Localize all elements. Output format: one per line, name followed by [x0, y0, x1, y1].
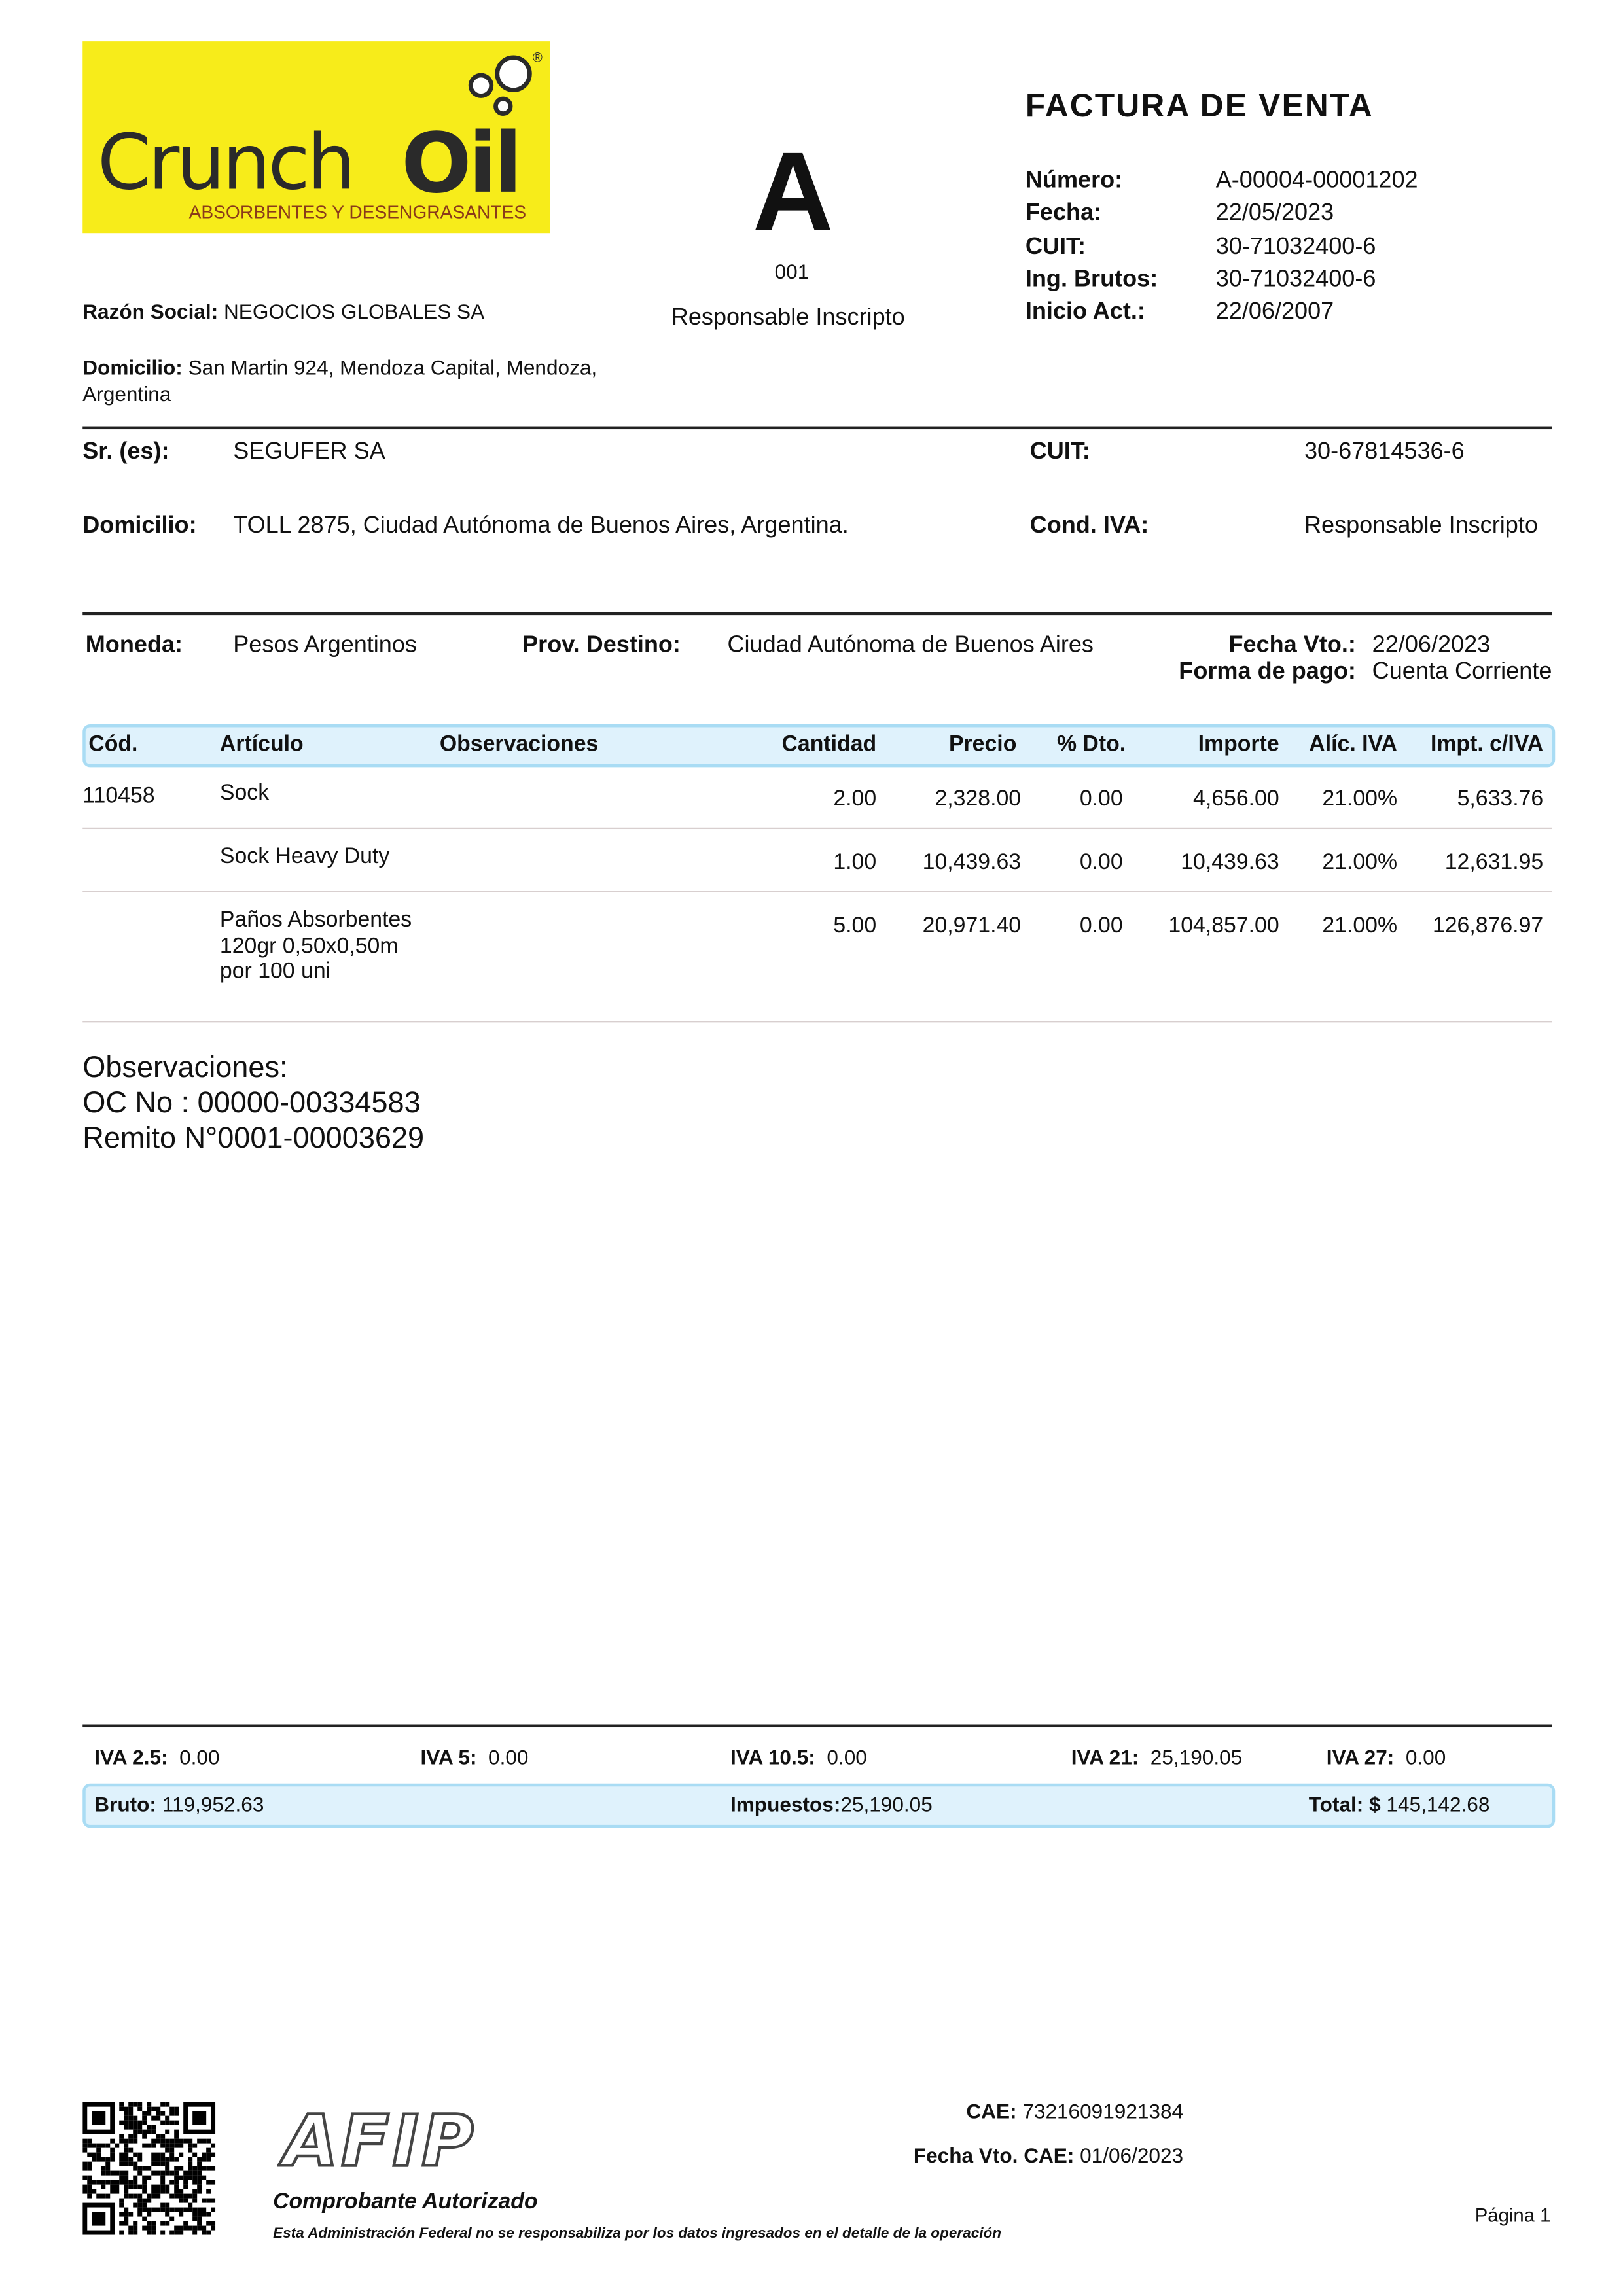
- iva-item: [730, 1745, 867, 1769]
- iva-label: IVA 5:: [420, 1745, 477, 1769]
- client-address-label: Domicilio:: [82, 513, 197, 539]
- cell-articulo: Paños Absorbentes: [219, 907, 412, 932]
- iva-label: IVA 10.5:: [730, 1745, 815, 1769]
- issuer-info-value: 30-71032400-6: [1215, 266, 1376, 292]
- razon-value: NEGOCIOS GLOBALES SA: [223, 299, 485, 323]
- issuer-info-value: A-00004-00001202: [1215, 168, 1418, 194]
- iva-value: 0.00: [827, 1745, 867, 1769]
- col-precio: Precio: [948, 732, 1017, 757]
- cell-impt: 12,631.95: [1444, 849, 1544, 875]
- due-date: 22/06/2023: [1372, 633, 1491, 658]
- cell-cantidad: 1.00: [833, 849, 877, 875]
- issuer-address: [82, 354, 597, 407]
- destination-label: Prov. Destino:: [522, 633, 681, 658]
- cell-dto: 0.00: [1079, 786, 1123, 811]
- issuer-info-label: Fecha:: [1025, 201, 1102, 226]
- impuestos: [730, 1792, 933, 1816]
- issuer-info-value: 22/06/2007: [1215, 300, 1334, 325]
- logo-registered: ®: [532, 50, 543, 65]
- issuer-address-label: Domicilio:: [82, 355, 183, 380]
- client-iva-label: Cond. IVA:: [1029, 513, 1149, 539]
- cae-value: 73216091921384: [1022, 2099, 1184, 2123]
- cell-articulo: por 100 uni: [219, 959, 331, 984]
- col-importe: Importe: [1198, 732, 1279, 757]
- due-date-label: Fecha Vto.:: [1228, 633, 1356, 658]
- col-cod: Cód.: [88, 732, 138, 757]
- cell-cantidad: 5.00: [833, 913, 877, 938]
- divider: [82, 612, 1552, 616]
- cell-articulo: Sock: [219, 780, 270, 805]
- col-observaciones: Observaciones: [439, 732, 599, 757]
- cell-cod: 110458: [82, 783, 155, 809]
- issuer-info-label: CUIT:: [1025, 234, 1086, 259]
- cell-alic: 21.00%: [1322, 849, 1398, 875]
- issuer-info-label: Ing. Brutos:: [1025, 266, 1158, 292]
- iva-value: 25,190.05: [1150, 1745, 1243, 1769]
- currency: Pesos Argentinos: [233, 633, 417, 658]
- client-name-label: Sr. (es):: [82, 439, 169, 465]
- iva-value: 0.00: [488, 1745, 529, 1769]
- afip-logo: [277, 2104, 505, 2172]
- currency-label: Moneda:: [85, 633, 183, 658]
- impuestos-value: 25,190.05: [840, 1792, 933, 1816]
- iva-item: [421, 1745, 529, 1769]
- cae-expiry-label: Fecha Vto. CAE:: [913, 2143, 1075, 2167]
- razon-label: Razón Social:: [82, 299, 219, 323]
- divider: [82, 1725, 1552, 1728]
- issuer-address-line2: Argentina: [82, 381, 171, 406]
- iva-item: [1327, 1745, 1446, 1769]
- client-address: TOLL 2875, Ciudad Autónoma de Buenos Aires, Argentina.: [233, 513, 849, 539]
- col-cantidad: Cantidad: [781, 732, 877, 757]
- client-name: SEGUFER SA: [233, 439, 385, 465]
- logo-brand-b: Oil: [401, 115, 520, 212]
- company-logo: [82, 41, 550, 233]
- disclaimer: Esta Administración Federal no se responsabiliza por los datos ingresados en el detalle de la operación: [273, 2226, 1002, 2242]
- issuer-info-label: Inicio Act.:: [1025, 300, 1145, 325]
- cell-precio: 2,328.00: [935, 786, 1022, 811]
- iva-label: IVA 27:: [1326, 1745, 1395, 1769]
- total-label: Total: $: [1308, 1792, 1381, 1816]
- invoice-code: 001: [774, 259, 810, 283]
- observations-title: Observaciones:: [82, 1051, 288, 1085]
- logo-tagline: ABSORBENTES Y DESENGRASANTES: [188, 201, 527, 222]
- bruto: [94, 1792, 264, 1816]
- payment-method: Cuenta Corriente: [1372, 659, 1552, 685]
- authorized-label: Comprobante Autorizado: [273, 2189, 538, 2215]
- observation-remito: Remito N°0001-00003629: [82, 1122, 425, 1156]
- col-dto: % Dto.: [1056, 732, 1126, 757]
- page-number: Página 1: [1474, 2204, 1551, 2227]
- cell-importe: 104,857.00: [1168, 913, 1279, 938]
- iva-item: [94, 1745, 219, 1769]
- iva-label: IVA 2.5:: [94, 1745, 168, 1769]
- cae-label: CAE:: [966, 2099, 1017, 2123]
- cell-precio: 10,439.63: [922, 849, 1022, 875]
- bruto-label: Bruto:: [94, 1792, 156, 1816]
- bruto-value: 119,952.63: [162, 1792, 264, 1816]
- cell-precio: 20,971.40: [922, 913, 1022, 938]
- table-end-line: [82, 1021, 1552, 1022]
- cell-impt: 5,633.76: [1457, 786, 1544, 811]
- divider: [82, 427, 1552, 430]
- issuer-info-value: 22/05/2023: [1215, 201, 1334, 226]
- payment-label: Forma de pago:: [1179, 659, 1356, 685]
- col-impt-civa: Impt. c/IVA: [1430, 732, 1544, 757]
- iva-value: 0.00: [1405, 1745, 1446, 1769]
- client-iva: Responsable Inscripto: [1304, 513, 1538, 539]
- cell-impt: 126,876.97: [1432, 913, 1544, 938]
- cell-importe: 10,439.63: [1181, 849, 1279, 875]
- row-separator: [82, 828, 1552, 829]
- iva-value: 0.00: [179, 1745, 220, 1769]
- document-title: FACTURA DE VENTA: [1025, 87, 1374, 124]
- cae-expiry: [914, 2144, 1183, 2167]
- cae: [966, 2099, 1183, 2123]
- issuer-info-label: Número:: [1025, 168, 1123, 194]
- cell-dto: 0.00: [1079, 849, 1123, 875]
- col-articulo: Artículo: [219, 732, 304, 757]
- invoice-letter: A: [752, 130, 834, 256]
- cell-articulo: 120gr 0,50x0,50m: [219, 932, 399, 959]
- cell-cantidad: 2.00: [833, 786, 877, 811]
- impuestos-label: Impuestos:: [730, 1792, 841, 1816]
- cell-dto: 0.00: [1079, 913, 1123, 938]
- logo-brand-a: Crunch: [97, 117, 353, 207]
- observations: [82, 1050, 424, 1156]
- client-cuit-label: CUIT:: [1029, 439, 1090, 465]
- cell-articulo: Sock Heavy Duty: [219, 843, 390, 869]
- issuer-address-line1: San Martin 924, Mendoza Capital, Mendoza,: [188, 355, 597, 380]
- total: [1309, 1792, 1490, 1816]
- client-cuit: 30-67814536-6: [1304, 439, 1465, 465]
- destination: Ciudad Autónoma de Buenos Aires: [727, 633, 1094, 658]
- cae-expiry-value: 01/06/2023: [1080, 2143, 1184, 2167]
- logo-graphic: [82, 41, 550, 233]
- observation-oc: OC No : 00000-00334583: [82, 1087, 421, 1120]
- cell-alic: 21.00%: [1322, 913, 1398, 938]
- iva-item: [1071, 1745, 1242, 1769]
- row-separator: [82, 891, 1552, 892]
- total-value: 145,142.68: [1386, 1792, 1490, 1816]
- iva-label: IVA 21:: [1071, 1745, 1139, 1769]
- issuer-info-value: 30-71032400-6: [1215, 234, 1376, 259]
- afip-logo-text: AFIP: [283, 2103, 477, 2172]
- col-alic-iva: Alíc. IVA: [1309, 732, 1398, 757]
- cell-importe: 4,656.00: [1193, 786, 1279, 811]
- invoice-condition: Responsable Inscripto: [671, 305, 905, 331]
- razon-social: [82, 300, 484, 323]
- qr-code: [82, 2102, 215, 2235]
- cell-alic: 21.00%: [1322, 786, 1398, 811]
